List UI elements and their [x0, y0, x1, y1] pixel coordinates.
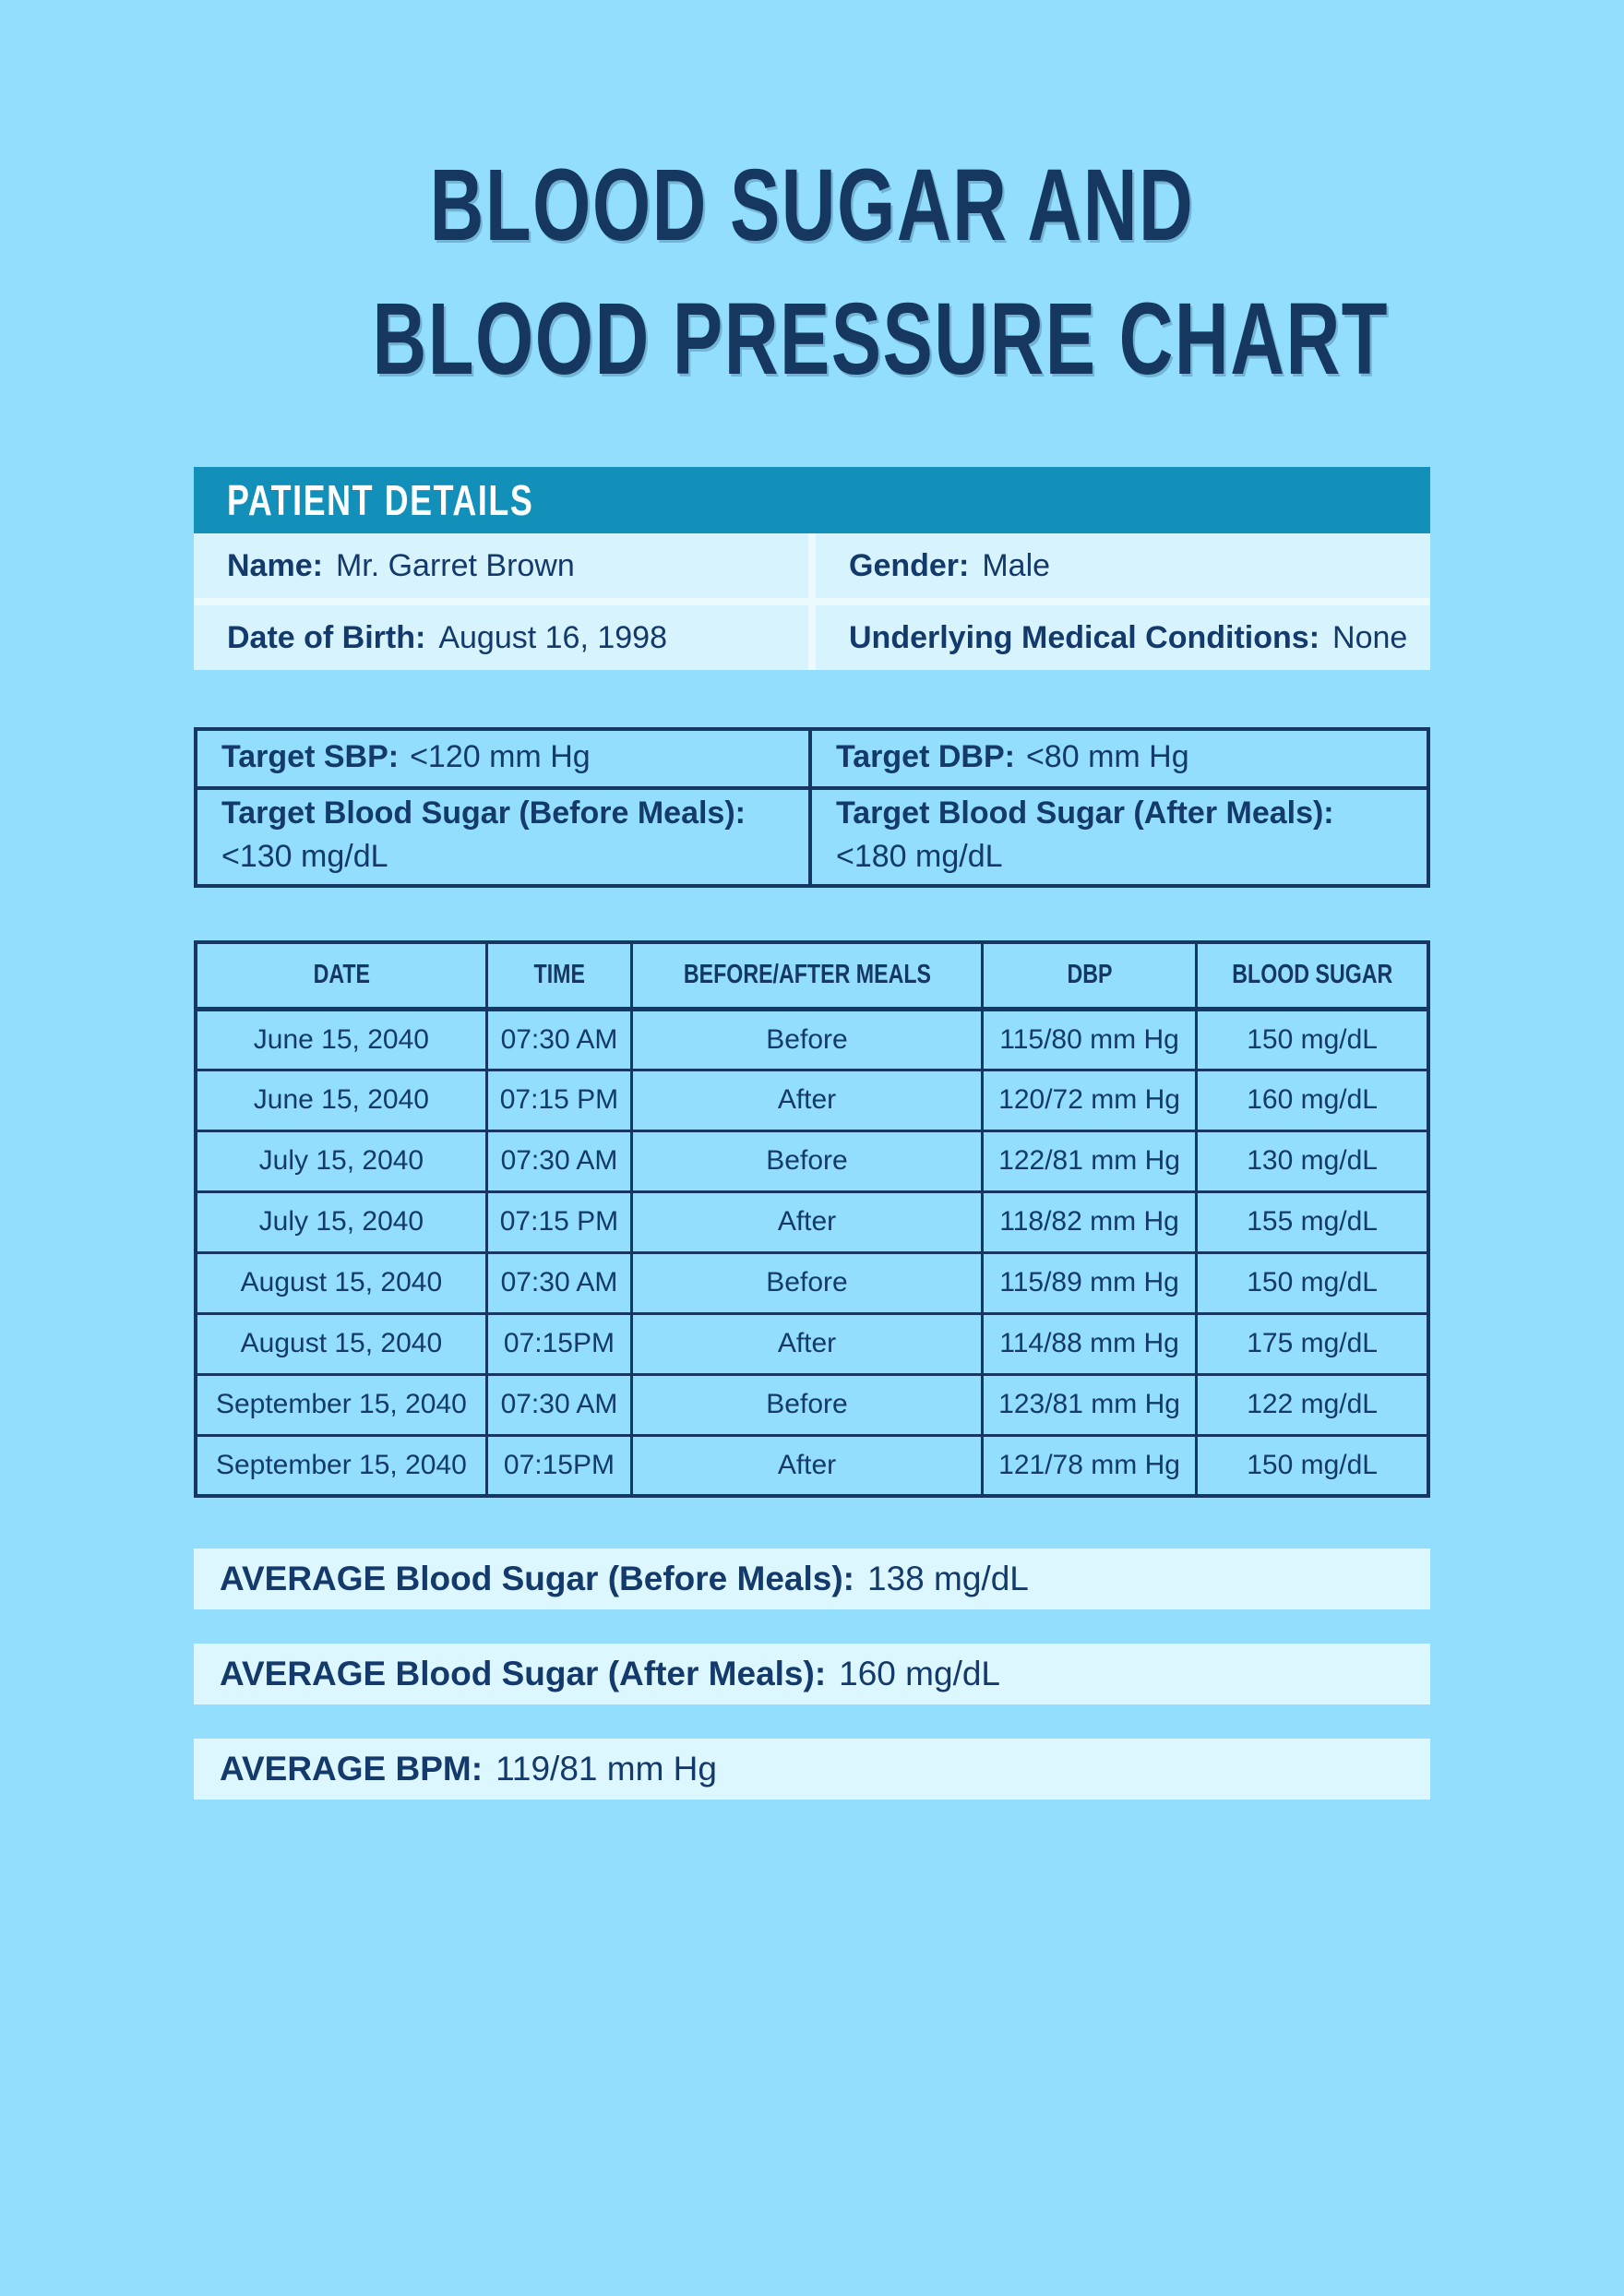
table-cell: Before [632, 1130, 983, 1191]
patient-details-grid [194, 533, 1430, 670]
table-cell: After [632, 1313, 983, 1374]
target-bs-after-label: Target Blood Sugar (After Meals): [836, 795, 1334, 831]
table-cell: After [632, 1191, 983, 1252]
readings-table [194, 940, 1430, 1498]
averages-section [194, 1549, 1430, 1800]
average-bpm-bar [194, 1739, 1430, 1800]
table-cell: 07:30 AM [486, 1374, 631, 1435]
field-date-of-birth [194, 605, 808, 670]
average-bs-after-bar [194, 1644, 1430, 1704]
table-cell: September 15, 2040 [196, 1374, 486, 1435]
average-bs-before-value: 138 mg/dL [867, 1560, 1029, 1598]
readings-table-head [196, 942, 1428, 1009]
field-dob-value: August 16, 1998 [438, 619, 667, 655]
table-cell: 07:30 AM [486, 1252, 631, 1313]
field-gender-label: Gender: [849, 547, 970, 583]
target-sbp-label: Target SBP: [221, 738, 400, 774]
table-cell: 121/78 mm Hg [982, 1435, 1196, 1496]
field-name [194, 533, 808, 598]
table-body [196, 1009, 1428, 1496]
table-cell: 150 mg/dL [1197, 1009, 1428, 1070]
average-bs-before-bar [194, 1549, 1430, 1609]
table-cell: June 15, 2040 [196, 1009, 486, 1070]
target-dbp-label: Target DBP: [836, 738, 1015, 774]
title-line-1: BLOOD SUGAR AND [429, 149, 1195, 262]
header-row [196, 942, 1428, 1009]
target-dbp-cell [812, 731, 1427, 790]
table-cell: After [632, 1070, 983, 1130]
header-time-label: TIME [533, 960, 585, 990]
table-cell: Before [632, 1009, 983, 1070]
table-cell: After [632, 1435, 983, 1496]
table-cell: 07:15PM [486, 1435, 631, 1496]
header-before-after-meals-label: BEFORE/AFTER MEALS [683, 960, 931, 990]
header-dbp [982, 942, 1196, 1009]
field-name-label: Name: [227, 547, 323, 583]
table-cell: July 15, 2040 [196, 1191, 486, 1252]
title-line-2: BLOOD PRESSURE CHART [372, 282, 1389, 397]
header-before-after-meals [632, 942, 983, 1009]
field-gender [816, 533, 1430, 598]
table-row [196, 1435, 1428, 1496]
table-row [196, 1191, 1428, 1252]
table-cell: 123/81 mm Hg [982, 1374, 1196, 1435]
target-bs-before-cell [197, 790, 812, 884]
table-cell: 130 mg/dL [1197, 1130, 1428, 1191]
average-bs-after-label: AVERAGE Blood Sugar (After Meals): [220, 1655, 827, 1693]
header-time [486, 942, 631, 1009]
table-cell: Before [632, 1374, 983, 1435]
target-bs-before-label: Target Blood Sugar (Before Meals): [221, 795, 746, 831]
table-cell: 115/80 mm Hg [982, 1009, 1196, 1070]
average-bs-before-label: AVERAGE Blood Sugar (Before Meals): [220, 1560, 855, 1598]
table-cell: 115/89 mm Hg [982, 1252, 1196, 1313]
average-bpm-label: AVERAGE BPM: [220, 1750, 484, 1788]
header-dbp-label: DBP [1067, 960, 1113, 990]
table-cell: 07:15 PM [486, 1191, 631, 1252]
table-cell: 155 mg/dL [1197, 1191, 1428, 1252]
table-cell: 175 mg/dL [1197, 1313, 1428, 1374]
table-cell: 122 mg/dL [1197, 1374, 1428, 1435]
field-medical-conditions [816, 605, 1430, 670]
table-cell: 150 mg/dL [1197, 1435, 1428, 1496]
table-cell: 122/81 mm Hg [982, 1130, 1196, 1191]
average-bpm-value: 119/81 mm Hg [496, 1750, 717, 1788]
target-dbp-value: <80 mm Hg [1025, 738, 1189, 774]
document-title [194, 0, 1430, 406]
table-row [196, 1130, 1428, 1191]
table-row [196, 1009, 1428, 1070]
target-bs-after-cell [812, 790, 1427, 884]
table-row [196, 1252, 1428, 1313]
table-cell: 07:15PM [486, 1313, 631, 1374]
field-name-value: Mr. Garret Brown [335, 547, 575, 583]
patient-details-section [194, 467, 1430, 670]
table-cell: June 15, 2040 [196, 1070, 486, 1130]
header-blood-sugar-label: BLOOD SUGAR [1232, 960, 1393, 990]
header-date-label: DATE [313, 960, 370, 990]
header-blood-sugar [1197, 942, 1428, 1009]
target-sbp-cell [197, 731, 812, 790]
table-cell: 07:30 AM [486, 1009, 631, 1070]
average-bs-after-value: 160 mg/dL [839, 1655, 1001, 1693]
patient-details-header-bar [194, 467, 1430, 533]
table-cell: 114/88 mm Hg [982, 1313, 1196, 1374]
table-cell: Before [632, 1252, 983, 1313]
table-cell: July 15, 2040 [196, 1130, 486, 1191]
table-cell: 07:15 PM [486, 1070, 631, 1130]
patient-details-heading: PATIENT DETAILS [227, 476, 534, 525]
table-cell: 118/82 mm Hg [982, 1191, 1196, 1252]
targets-box [194, 727, 1430, 888]
header-date [196, 942, 486, 1009]
table-cell: 07:30 AM [486, 1130, 631, 1191]
target-sbp-value: <120 mm Hg [410, 738, 591, 774]
field-conditions-value: None [1332, 619, 1408, 655]
table-cell: August 15, 2040 [196, 1252, 486, 1313]
field-dob-label: Date of Birth: [227, 619, 426, 655]
table-cell: August 15, 2040 [196, 1313, 486, 1374]
table-row [196, 1313, 1428, 1374]
table-row [196, 1374, 1428, 1435]
table-cell: 160 mg/dL [1197, 1070, 1428, 1130]
target-bs-before-value: <130 mg/dL [221, 839, 388, 875]
target-bs-after-value: <180 mg/dL [836, 839, 1003, 875]
table-row [196, 1070, 1428, 1130]
field-gender-value: Male [982, 547, 1051, 583]
table-cell: 150 mg/dL [1197, 1252, 1428, 1313]
table-cell: September 15, 2040 [196, 1435, 486, 1496]
table-cell: 120/72 mm Hg [982, 1070, 1196, 1130]
field-conditions-label: Underlying Medical Conditions: [849, 619, 1320, 655]
